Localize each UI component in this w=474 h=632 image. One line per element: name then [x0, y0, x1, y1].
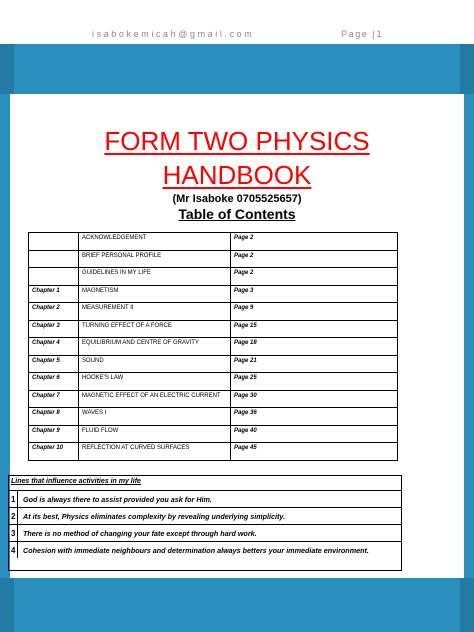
toc-chapter: Chapter 7	[29, 390, 79, 408]
toc-row	[29, 355, 398, 373]
quote-divider	[17, 542, 18, 558]
top-decorative-band	[0, 44, 474, 94]
toc-row	[29, 443, 398, 461]
toc-chapter	[29, 268, 79, 286]
toc-chapter: Chapter 9	[29, 425, 79, 443]
toc-title: HOOKE'S LAW	[79, 373, 231, 391]
quote-text: God is always there to assist provided you ask for Him.	[23, 495, 212, 504]
quote-text: Cohesion with immediate neighbours and determination always betters your immediate environment.	[23, 546, 369, 555]
toc-chapter: Chapter 1	[29, 285, 79, 303]
header-email: isabokemicah@gmail.com	[92, 29, 255, 39]
quote-number: 2	[11, 512, 16, 521]
quote-row	[9, 507, 401, 524]
toc-title: MAGNETIC EFFECT OF AN ELECTRIC CURRENT	[79, 390, 231, 408]
bottom-decorative-band	[0, 578, 474, 632]
toc-page: Page 15	[231, 320, 398, 338]
toc-heading: Table of Contents	[178, 206, 296, 222]
quote-row	[9, 490, 401, 507]
band-right-edge	[460, 578, 474, 632]
toc-row	[29, 320, 398, 338]
guiding-quotes-box	[8, 475, 402, 571]
page-header	[0, 0, 474, 44]
title-line-2: HANDBOOK	[162, 160, 312, 190]
toc-page: Page 21	[231, 355, 398, 373]
toc-row	[29, 303, 398, 321]
quote-divider	[17, 508, 18, 524]
toc-chapter	[29, 250, 79, 268]
quote-number: 1	[11, 495, 16, 504]
quote-number: 4	[11, 546, 16, 555]
toc-title: WAVES I	[79, 408, 231, 426]
toc-page: Page 3	[231, 285, 398, 303]
toc-row	[29, 268, 398, 286]
quote-row	[9, 541, 401, 558]
toc-page: Page 45	[231, 443, 398, 461]
quote-divider	[17, 491, 18, 507]
toc-title: REFLECTION AT CURVED SURFACES	[79, 443, 231, 461]
toc-title: ACKNOWLEDGEMENT	[79, 233, 231, 251]
toc-chapter	[29, 233, 79, 251]
toc-chapter: Chapter 3	[29, 320, 79, 338]
toc-row	[29, 373, 398, 391]
quote-number: 3	[11, 529, 16, 538]
band-left-edge	[0, 44, 14, 94]
toc-chapter: Chapter 10	[29, 443, 79, 461]
toc-title: FLUID FLOW	[79, 425, 231, 443]
toc-page: Page 9	[231, 303, 398, 321]
toc-page: Page 36	[231, 408, 398, 426]
author-line: (Mr Isaboke 0705525657)	[172, 193, 302, 205]
toc-title: TURNING EFFECT OF A FORCE	[79, 320, 231, 338]
title-line-1: FORM TWO PHYSICS	[104, 126, 370, 156]
toc-chapter: Chapter 4	[29, 338, 79, 356]
band-left-edge	[0, 578, 14, 632]
toc-page: Page 2	[231, 250, 398, 268]
toc-page: Page 2	[231, 268, 398, 286]
quotes-heading: Lines that influence activities in my life	[11, 478, 141, 485]
toc-page: Page 18	[231, 338, 398, 356]
toc-page: Page 30	[231, 390, 398, 408]
toc-row	[29, 408, 398, 426]
toc-page: Page 25	[231, 373, 398, 391]
quote-text: At its best, Physics eliminates complexity by revealing underlying simplicity.	[23, 512, 286, 521]
toc-row	[29, 233, 398, 251]
toc-chapter: Chapter 2	[29, 303, 79, 321]
toc-title: SOUND	[79, 355, 231, 373]
toc-chapter: Chapter 6	[29, 373, 79, 391]
toc-chapter: Chapter 5	[29, 355, 79, 373]
toc-title: EQUILIBRIUM AND CENTRE OF GRAVITY	[79, 338, 231, 356]
toc-title: MEASUREMENT II	[79, 303, 231, 321]
toc-row	[29, 250, 398, 268]
toc-row	[29, 390, 398, 408]
toc-page: Page 40	[231, 425, 398, 443]
toc-row	[29, 338, 398, 356]
header-page-number: Page |1	[341, 29, 384, 39]
toc-title: BRIEF PERSONAL PROFILE	[79, 250, 231, 268]
toc-title: MAGNETISM	[79, 285, 231, 303]
toc-row	[29, 285, 398, 303]
toc-chapter: Chapter 8	[29, 408, 79, 426]
band-right-edge	[460, 44, 474, 94]
toc-title: GUIDELINES IN MY LIFE	[79, 268, 231, 286]
quote-divider	[17, 525, 18, 541]
toc-page: Page 2	[231, 233, 398, 251]
table-of-contents	[28, 232, 398, 461]
quote-text: There is no method of changing your fate except through hard work.	[23, 529, 257, 538]
toc-row	[29, 425, 398, 443]
quote-row	[9, 524, 401, 541]
